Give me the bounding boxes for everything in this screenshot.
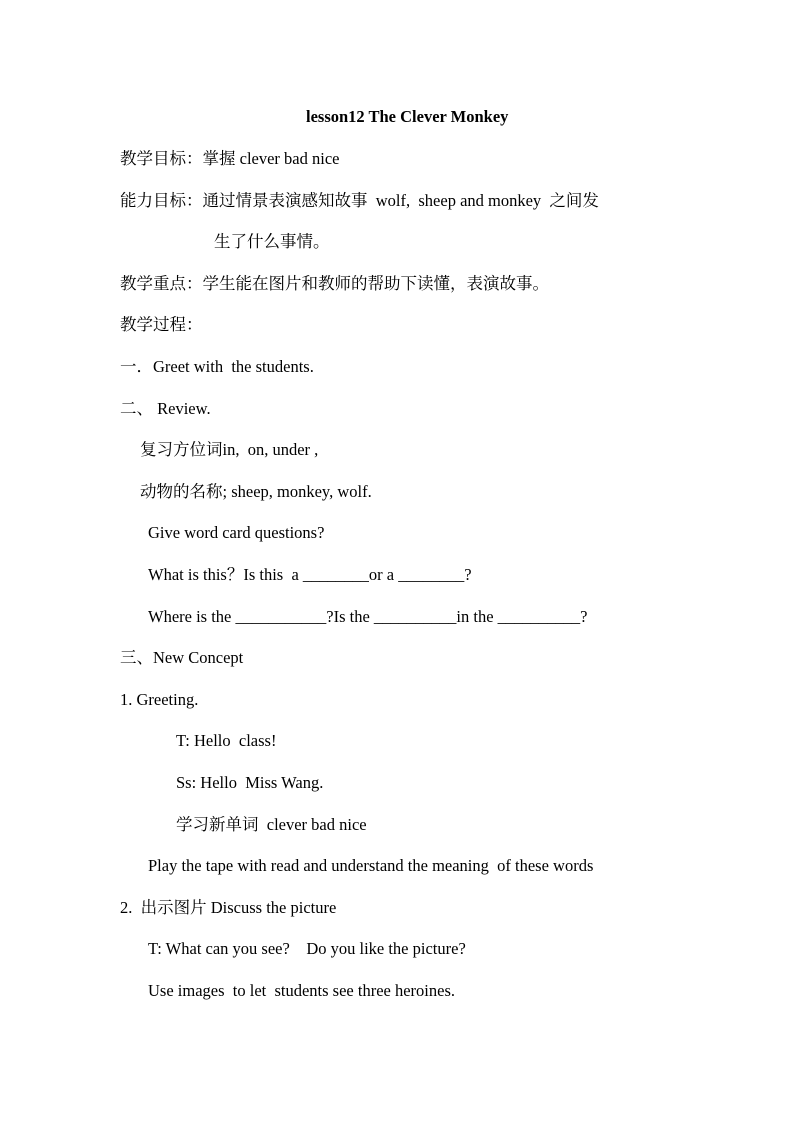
review-prepositions: 复习方位词in, on, under , bbox=[140, 440, 319, 459]
step-three-new-concept: 三、New Concept bbox=[120, 648, 244, 667]
discuss-picture-heading: 2. 出示图片 Discuss the picture bbox=[120, 898, 337, 917]
use-images-line: Use images to let students see three heroines. bbox=[148, 981, 455, 1000]
students-greeting: Ss: Hello Miss Wang. bbox=[176, 773, 324, 792]
ability-goal-continuation: 生了什么事情。 bbox=[214, 232, 330, 251]
teaching-process-heading: 教学过程： bbox=[120, 315, 203, 334]
question-what-is-this: What is this？Is this a ________or a ________? bbox=[148, 565, 472, 584]
teacher-greeting: T: Hello class! bbox=[176, 731, 277, 750]
page-title: lesson12 The Clever Monkey bbox=[306, 107, 509, 126]
step-two-review: 二、 Review. bbox=[120, 399, 211, 418]
teaching-focus-line: 教学重点：学生能在图片和教师的帮助下读懂，表演故事。 bbox=[120, 274, 549, 293]
question-where-is: Where is the ___________?Is the __________in the __________? bbox=[148, 607, 588, 626]
review-animal-names: 动物的名称; sheep, monkey, wolf. bbox=[140, 482, 372, 501]
word-card-line: Give word card questions? bbox=[148, 523, 325, 542]
play-tape-line: Play the tape with read and understand the meaning of these words bbox=[148, 856, 594, 875]
new-words-line: 学习新单词 clever bad nice bbox=[176, 815, 367, 834]
teaching-goal-line: 教学目标：掌握 clever bad nice bbox=[120, 149, 340, 168]
ability-goal-line: 能力目标：通过情景表演感知故事 wolf, sheep and monkey 之间发 bbox=[120, 191, 599, 210]
greeting-heading: 1. Greeting. bbox=[120, 690, 199, 709]
teacher-picture-questions: T: What can you see? Do you like the picture? bbox=[148, 939, 466, 958]
step-one-greet: 一．Greet with the students. bbox=[120, 357, 314, 376]
